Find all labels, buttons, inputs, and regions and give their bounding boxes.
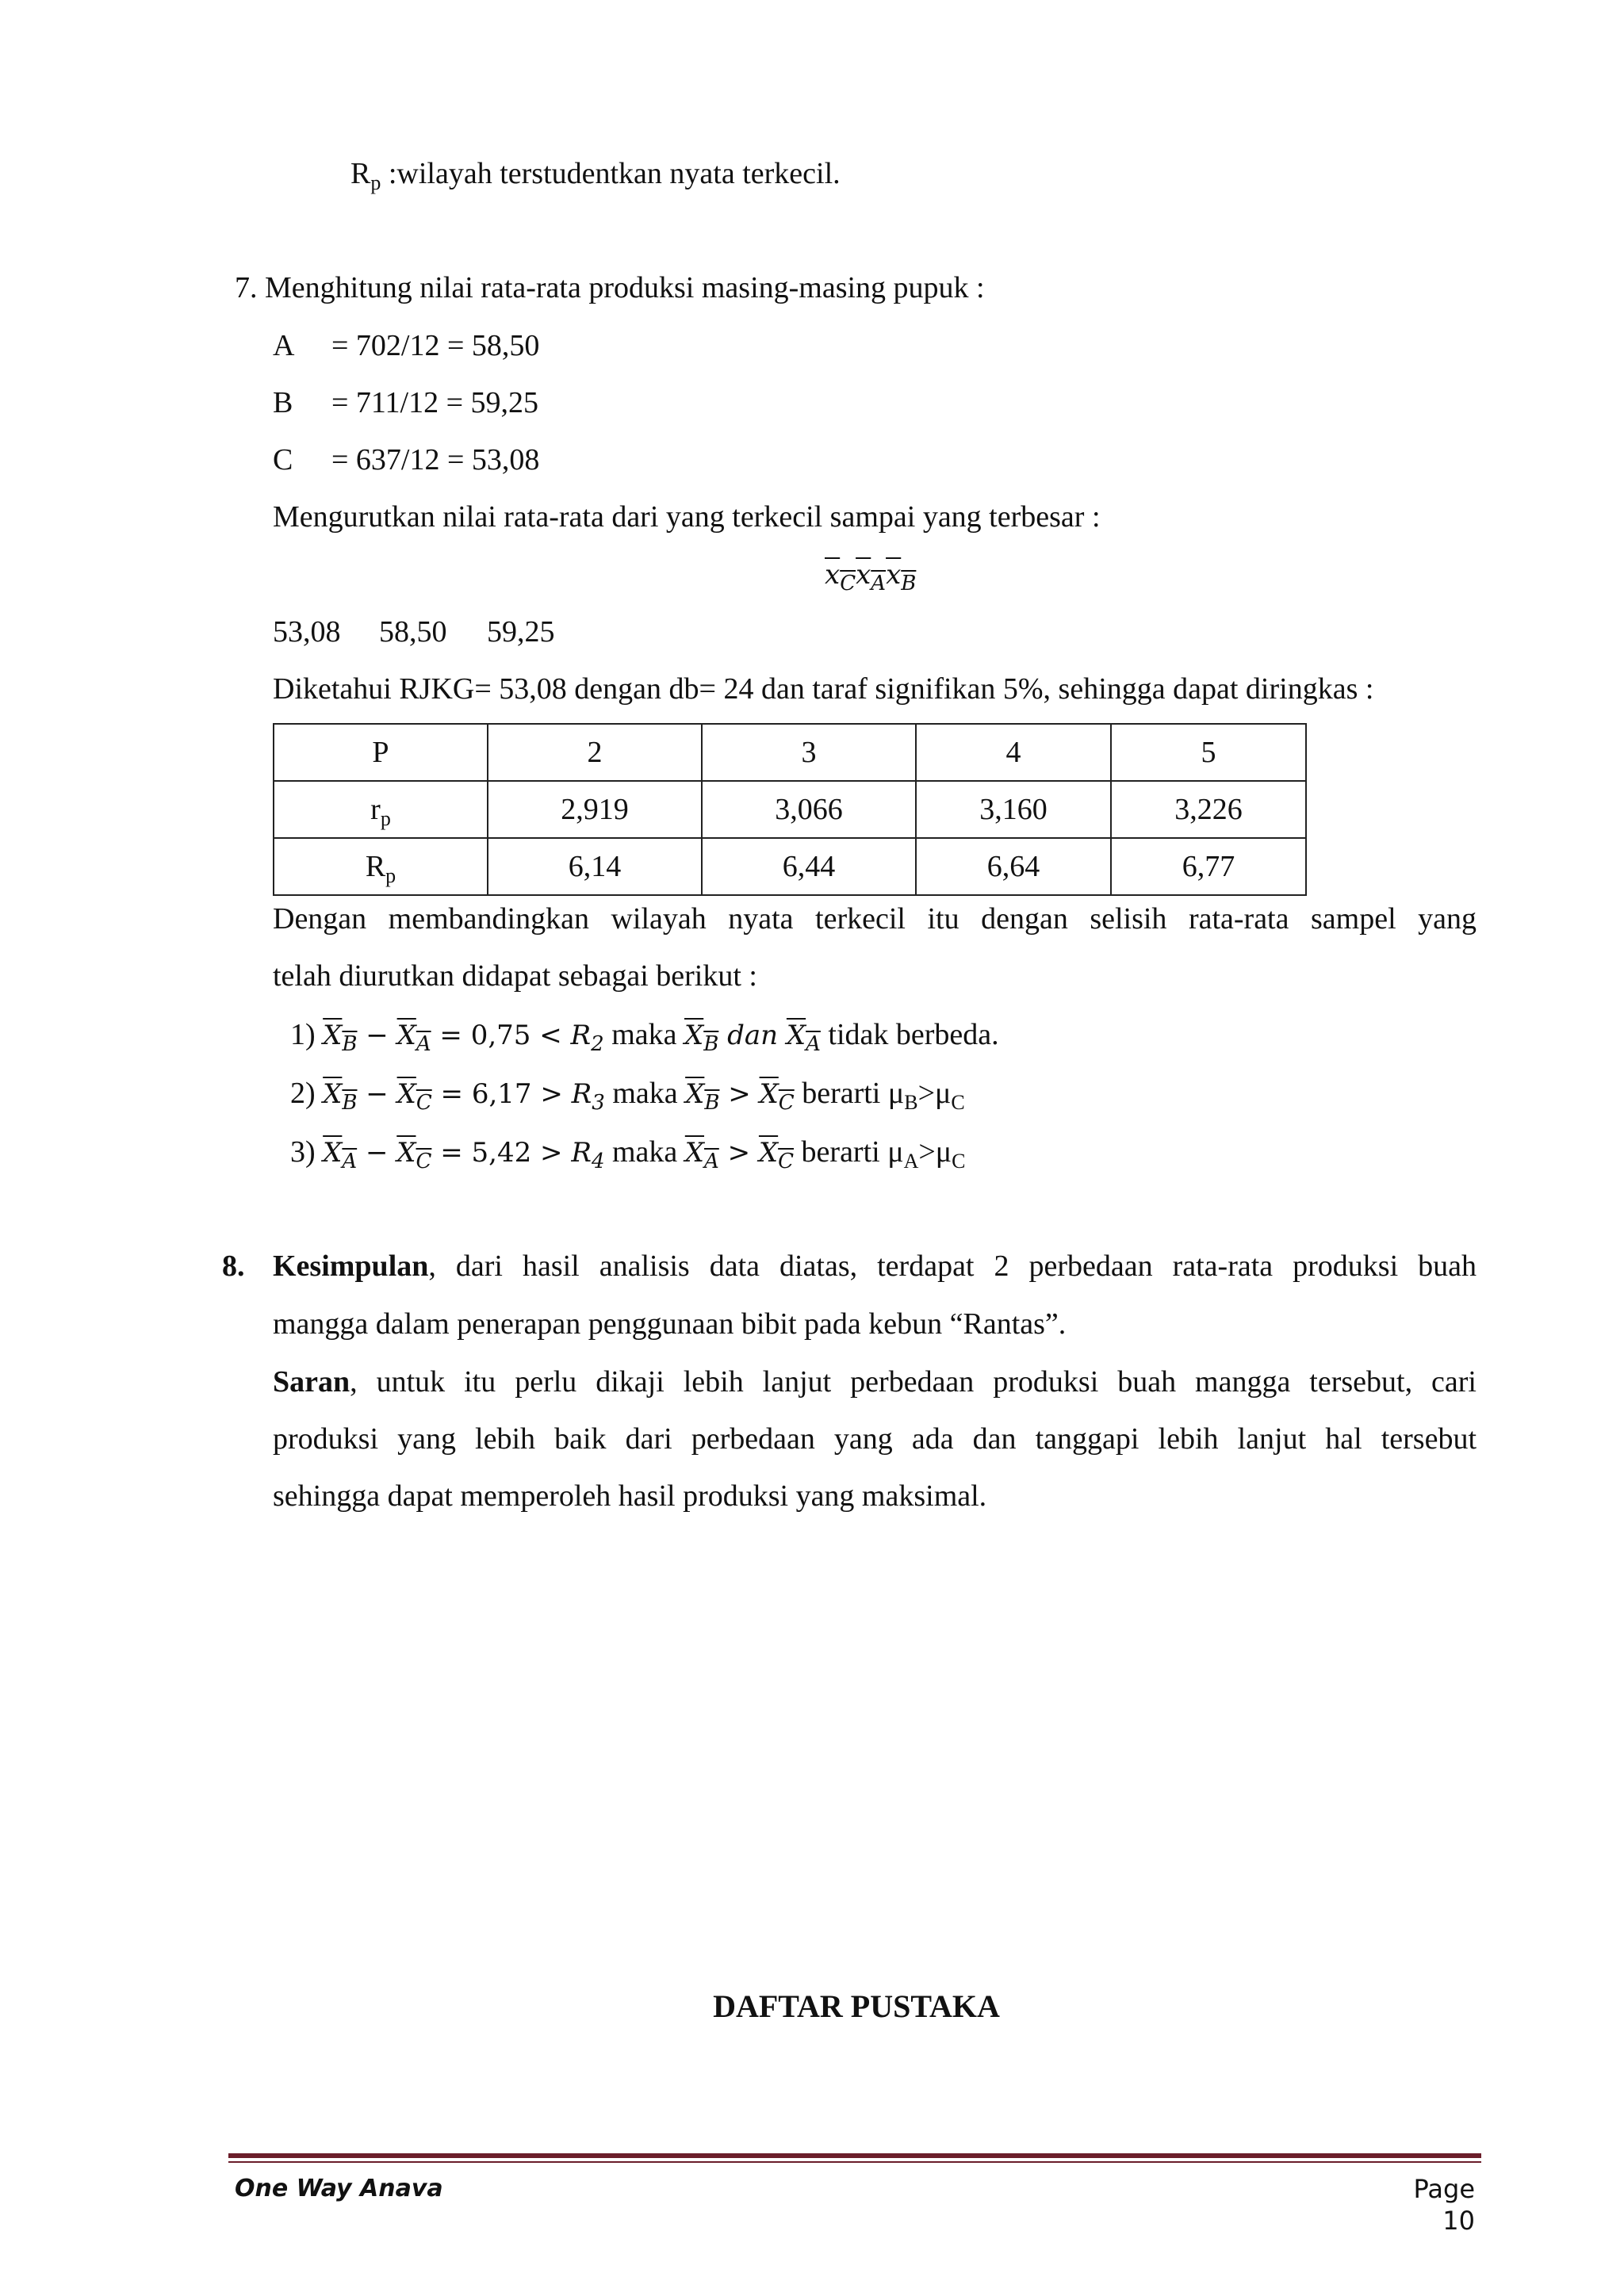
conclusion-expression — [684, 1137, 795, 1173]
conclusion-expression — [684, 1020, 821, 1056]
saran-line3: sehingga dapat memperoleh hasil produksi yang maksimal. — [273, 1479, 987, 1513]
mean-symbol: $X_A$ — [396, 1020, 431, 1056]
saran-line1 — [273, 1362, 1477, 1402]
mean-b-label: B — [273, 386, 293, 419]
mu-sub: C — [952, 1150, 966, 1173]
rp-definition-text: :wilayah terstudentkan nyata terkecil. — [381, 157, 841, 190]
mean-sub: B — [704, 1091, 720, 1115]
step7-heading: 7. Menghitung nilai rata-rata produksi masing-masing pupuk : — [235, 271, 985, 304]
table-cell: 3,160 — [916, 781, 1111, 838]
mean-symbol: $X_C$ — [396, 1078, 432, 1115]
order-symbol-1: x — [825, 559, 841, 591]
table-row-label — [274, 838, 488, 895]
comparison-expression: $X_B - X_A = 0,75 < R_2$ — [323, 1020, 604, 1056]
references-heading: DAFTAR PUSTAKA — [713, 1988, 1000, 2024]
comparison-expression: $X_A - X_C = 5,42 > R_4$ — [323, 1137, 605, 1173]
mu-relation: $\mu_B>\mu_C$ — [887, 1077, 965, 1114]
table-cell: 6,44 — [702, 838, 916, 895]
mean-symbol: $X_A$ — [684, 1137, 719, 1173]
saran-label: Saran — [273, 1365, 350, 1399]
footer-title: One Way Anava — [235, 2175, 443, 2202]
kesimpulan-label: Kesimpulan — [273, 1249, 429, 1283]
table-row — [274, 838, 1306, 895]
mean-sub: C — [416, 1150, 432, 1173]
difference-value: 0,75 — [470, 1020, 531, 1051]
order-value-1: 53,08 — [273, 615, 341, 649]
comparison-number: 2) — [290, 1077, 316, 1110]
dan-word: dan — [727, 1020, 779, 1051]
row-label-sub: p — [380, 807, 391, 830]
mu-relation: $\mu_A>\mu_C$ — [887, 1135, 966, 1173]
table-header-cell: 4 — [916, 724, 1111, 781]
rp-table — [273, 723, 1307, 896]
mean-sub: A — [806, 1032, 821, 1056]
order-symbol-group — [825, 559, 917, 595]
maka-word: maka — [612, 1135, 678, 1169]
equals: = — [440, 1137, 463, 1169]
difference-value: 5,42 — [471, 1137, 532, 1169]
conclusion-op: > — [728, 1078, 751, 1110]
rp-definition — [350, 154, 841, 193]
comparison-tail: berarti — [794, 1077, 888, 1110]
table-header-cell: 2 — [488, 724, 702, 781]
mu-sub: C — [951, 1091, 965, 1114]
rp-symbol: R — [350, 157, 371, 190]
row-label-text: R — [365, 850, 386, 883]
order-symbol-2-sub: A — [871, 572, 887, 595]
kesimpulan-line1 — [273, 1246, 1477, 1286]
maka-word: maka — [612, 1077, 678, 1110]
mean-symbol: $X_C$ — [759, 1078, 795, 1115]
mean-symbol: $X_A$ — [786, 1020, 821, 1056]
comparison-tail: tidak berbeda. — [820, 1018, 999, 1051]
maka-word: maka — [611, 1018, 677, 1051]
page-number: Page 10 — [1413, 2174, 1475, 2236]
mean-symbol: $X_C$ — [396, 1137, 432, 1173]
equals: = — [440, 1078, 464, 1110]
mean-sub: A — [416, 1032, 431, 1056]
mean-c-value: = 637/12 = 53,08 — [331, 443, 540, 476]
table-row — [274, 781, 1306, 838]
mean-a-value: = 702/12 = 58,50 — [331, 329, 540, 362]
difference-value: 6,17 — [471, 1078, 532, 1110]
comparator: < — [539, 1020, 562, 1051]
mu-sub: B — [904, 1091, 918, 1114]
conclusion-expression — [685, 1078, 795, 1115]
mu-sub: A — [903, 1150, 919, 1173]
comparison-expression: $X_B - X_C = 6,17 > R_3$ — [323, 1078, 605, 1115]
comparator: > — [540, 1137, 563, 1169]
known-text: Diketahui RJKG= 53,08 dengan db= 24 dan taraf signifikan 5%, sehingga dapat diringkas : — [273, 672, 1374, 706]
order-value-2: 58,50 — [379, 615, 447, 649]
table-row-label — [274, 781, 488, 838]
conclusion-op: > — [727, 1137, 751, 1169]
mean-sub: C — [778, 1150, 795, 1173]
mean-c-label: C — [273, 443, 293, 476]
mean-symbol: $X_C$ — [758, 1137, 795, 1173]
order-symbols — [825, 555, 916, 595]
saran-line2: produksi yang lebih baik dari perbedaan yang ada dan tanggapi lebih lanjut hal tersebut — [273, 1422, 1477, 1456]
footer-rule — [228, 2153, 1481, 2158]
kesimpulan-line2: mangga dalam penerapan penggunaan bibit pada kebun “Rantas”. — [273, 1307, 1067, 1341]
mean-a-label: A — [273, 329, 295, 362]
footer-rule-thin — [228, 2161, 1481, 2163]
mean-symbol: $X_B$ — [684, 1020, 719, 1056]
saran-text: , untuk itu perlu dikaji lebih lanjut perbedaan produksi buah mangga tersebut, cari — [350, 1365, 1477, 1399]
mean-sub: B — [703, 1032, 719, 1056]
table-cell: 6,77 — [1111, 838, 1306, 895]
r-sub: 3 — [592, 1091, 605, 1115]
mean-symbol: $X_B$ — [323, 1020, 358, 1056]
mean-sub: A — [704, 1150, 719, 1173]
order-symbol-1-sub: C — [840, 572, 856, 595]
mean-sub: A — [342, 1150, 358, 1173]
comparison-1 — [290, 1015, 999, 1055]
step8-number: 8. — [222, 1249, 245, 1283]
mean-symbol: $X_A$ — [323, 1137, 358, 1173]
compare-text-line2: telah diurutkan didapat sebagai berikut : — [273, 959, 757, 993]
equals: = — [439, 1020, 462, 1051]
row-label-sub: p — [385, 864, 396, 887]
table-header-cell: P — [274, 724, 488, 781]
table-header-cell: 5 — [1111, 724, 1306, 781]
table-cell: 6,64 — [916, 838, 1111, 895]
order-symbol-3-sub: B — [901, 572, 917, 595]
mean-b-value: = 711/12 = 59,25 — [331, 386, 539, 419]
mean-sub: B — [342, 1091, 358, 1115]
table-cell: 3,066 — [702, 781, 916, 838]
comparison-3 — [290, 1132, 966, 1173]
mean-sub: C — [778, 1091, 795, 1115]
row-label-text: r — [370, 793, 381, 826]
order-value-3: 59,25 — [487, 615, 555, 649]
comparator: > — [540, 1078, 563, 1110]
compare-text-line1: Dengan membandingkan wilayah nyata terkecil itu dengan selisih rata-rata sampel yang — [273, 902, 1477, 936]
mean-symbol: $X_B$ — [685, 1078, 720, 1115]
comparison-number: 1) — [290, 1018, 316, 1051]
mean-sub: B — [342, 1032, 358, 1056]
mean-symbol: $X_B$ — [323, 1078, 358, 1115]
comparison-2 — [290, 1073, 965, 1114]
order-symbol-2: x — [856, 559, 871, 591]
comparison-number: 3) — [290, 1135, 316, 1169]
table-header-row — [274, 724, 1306, 781]
comparison-tail: berarti — [794, 1135, 888, 1169]
rp-symbol-sub: p — [370, 171, 381, 194]
mean-sub: C — [416, 1091, 432, 1115]
order-text: Mengurutkan nilai rata-rata dari yang terkecil sampai yang terbesar : — [273, 500, 1101, 534]
table-cell: 2,919 — [488, 781, 702, 838]
kesimpulan-text: , dari hasil analisis data diatas, terdapat 2 perbedaan rata-rata produksi buah — [428, 1249, 1477, 1283]
table-cell: 3,226 — [1111, 781, 1306, 838]
r-sub: 2 — [591, 1032, 604, 1056]
table-cell: 6,14 — [488, 838, 702, 895]
table-header-cell: 3 — [702, 724, 916, 781]
order-symbol-3: x — [886, 559, 902, 591]
r-sub: 4 — [591, 1150, 605, 1173]
